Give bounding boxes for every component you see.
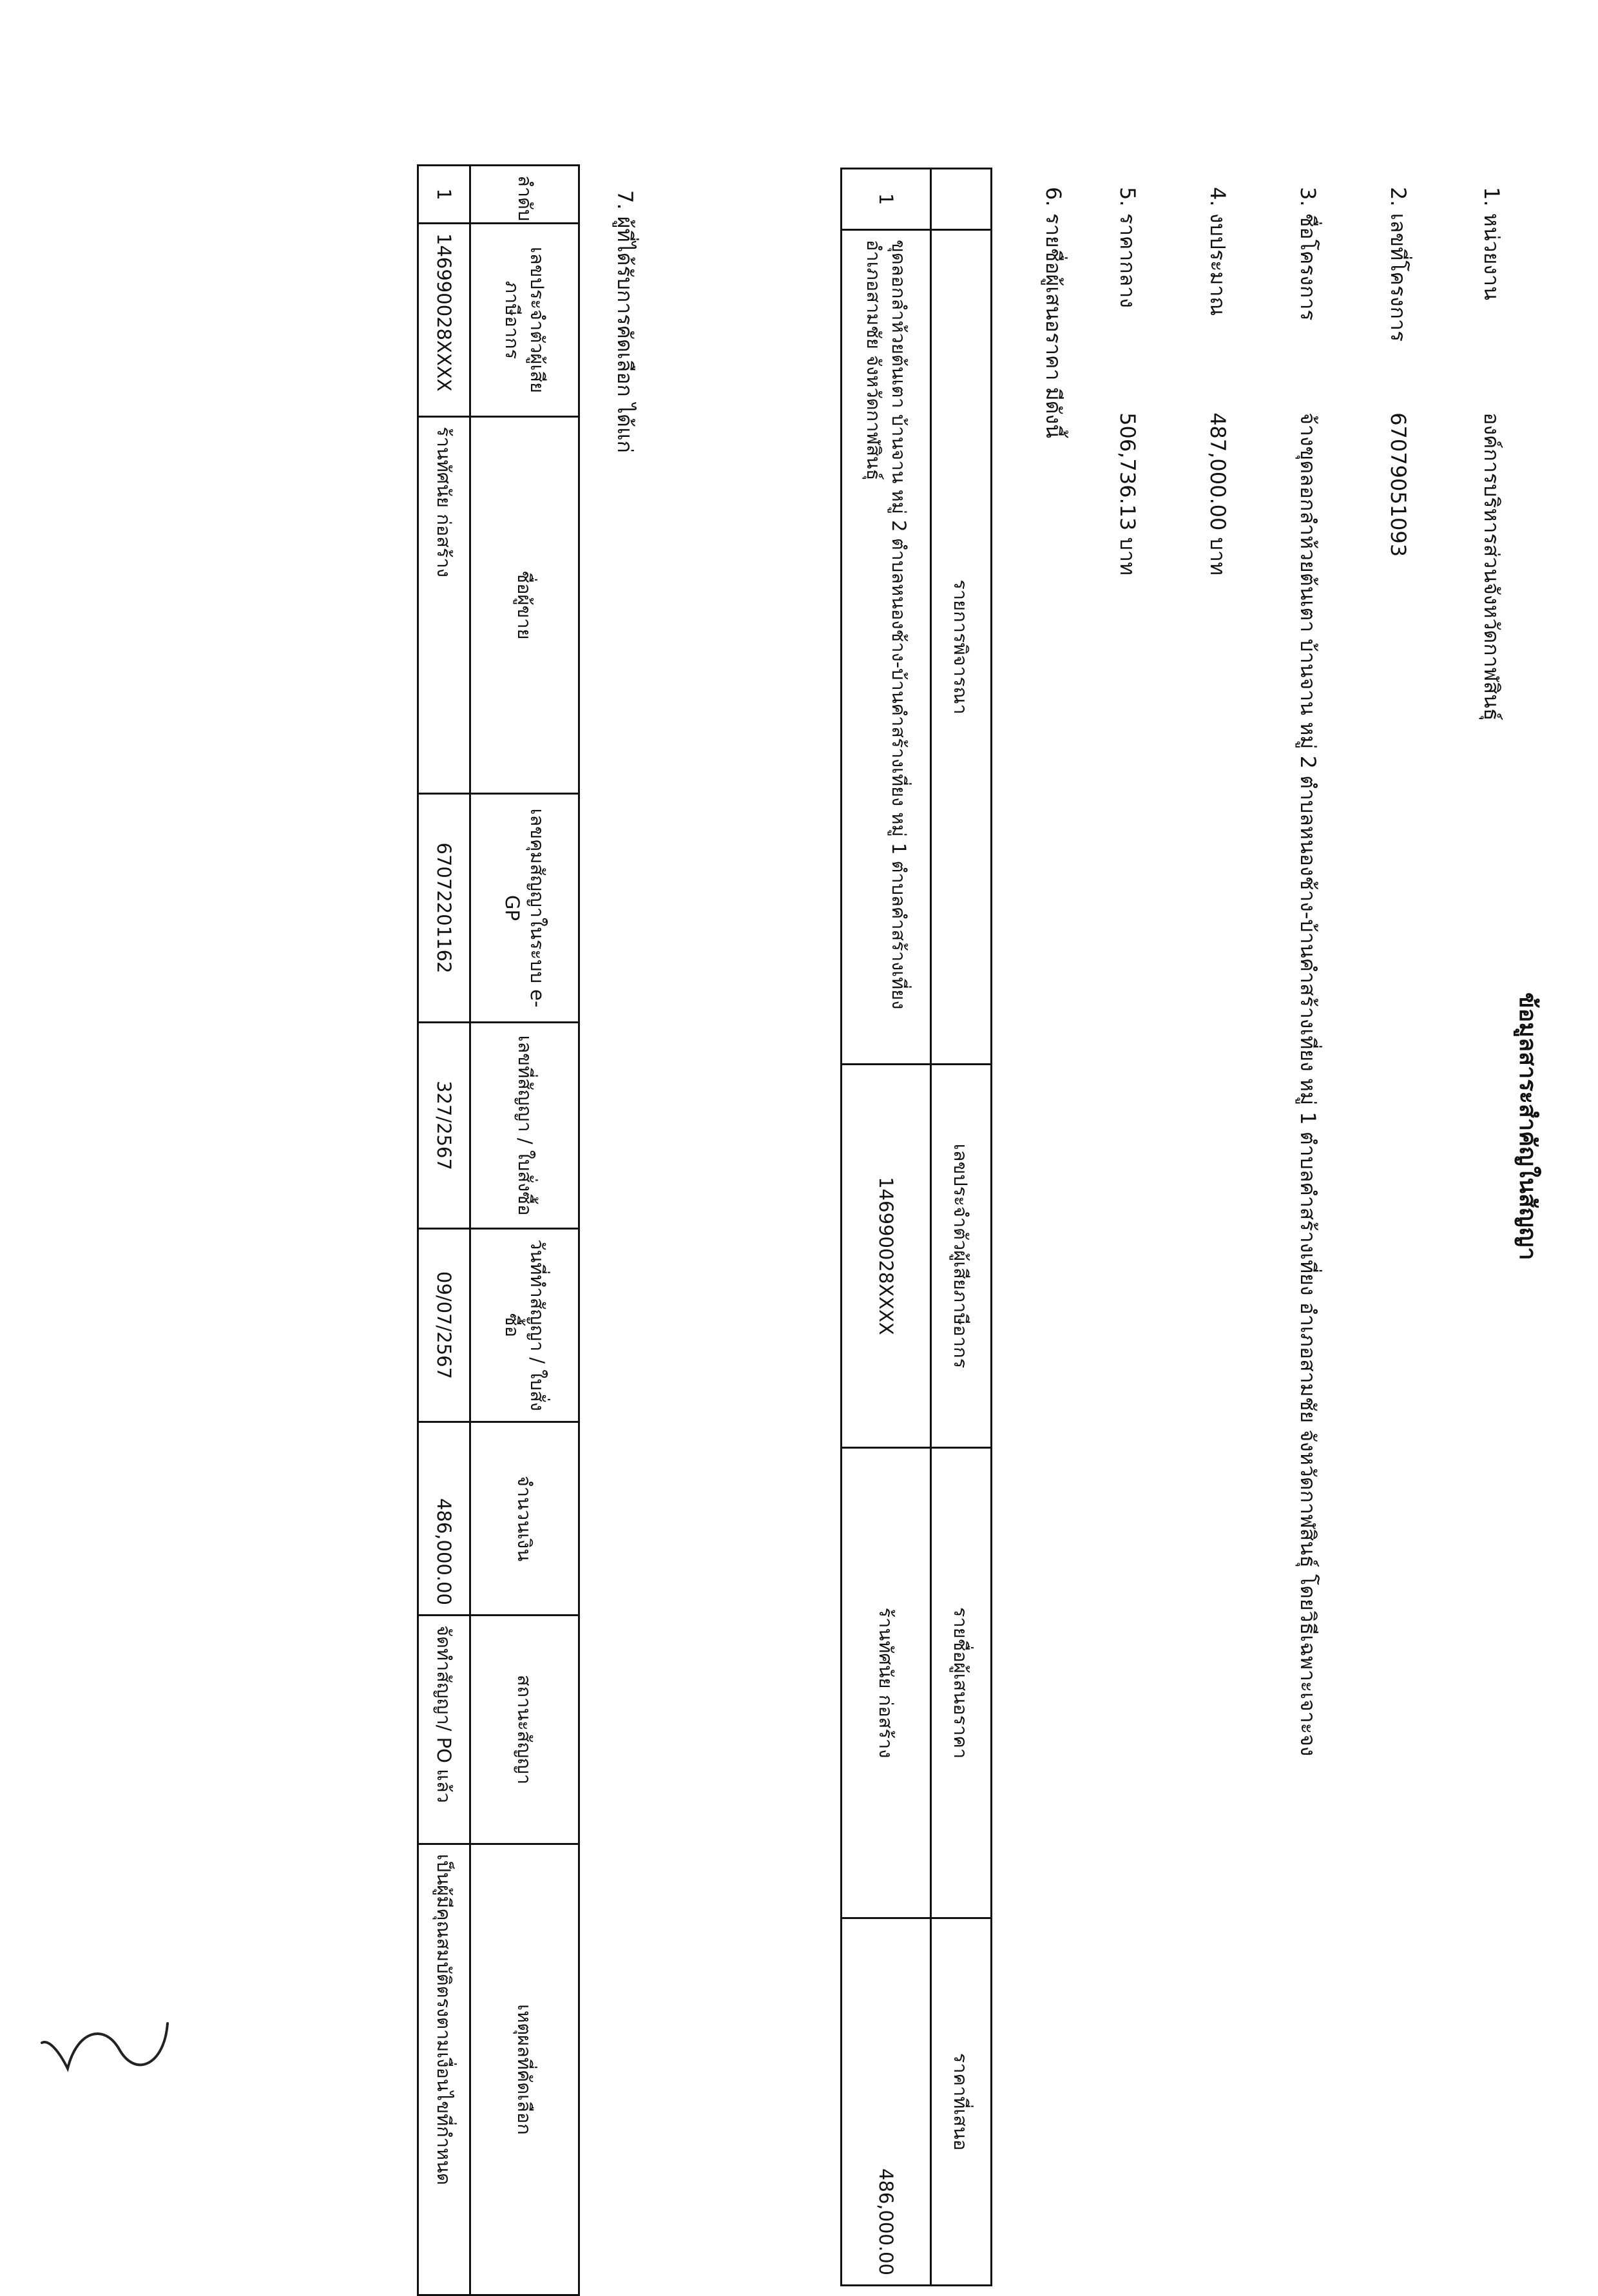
table-header-row [931, 169, 992, 2286]
info-label: 1. หน่วยงาน [1479, 187, 1504, 300]
table-cell: 146990028XXXX [842, 1065, 931, 1448]
table-header-cell: ชื่อผู้ขาย [470, 417, 579, 794]
info-row-bidders [1037, 187, 1070, 438]
info-row-project-number [1381, 187, 1414, 557]
table-header-cell: รายการพิจารณา [931, 230, 992, 1065]
info-row-agency [1475, 187, 1508, 720]
table-header-cell: สถานะสัญญา [470, 1616, 579, 1844]
selected-contractor-table [417, 164, 580, 2296]
table-cell: 486,000.00 [842, 1918, 931, 2286]
table-header-cell: เลขที่สัญญา / ใบสั่งซื้อ [470, 1023, 579, 1229]
table-header-cell: เลขประจำตัวผู้เสียภาษีอากร [931, 1065, 992, 1448]
info-label: 5. ราคากลาง [1115, 187, 1140, 308]
table-cell: ขุดลอกลำห้วยต้นเตา บ้านจาน หมู่ 2 ตำบลหนองช้าง-บ้านคำสร้างเที่ยง หมู่ 1 ตำบลคำสร้างเที่ยง อำเภอสามชัย จังหวัดกาฬสินธุ์ [842, 230, 931, 1065]
section-7-heading: 7. ผู้ที่ได้รับการคัดเลือก ได้แก่ [613, 190, 637, 453]
info-value: องค์การบริหารส่วนจังหวัดกาฬสินธุ์ [1479, 412, 1504, 721]
table-header-cell: วันที่ทำสัญญา / ใบสั่งซื้อ [470, 1229, 579, 1422]
table-cell: ร้านทัศนัย ก่อสร้าง [418, 417, 470, 794]
info-label: 4. งบประมาณ [1206, 187, 1230, 316]
table-header-cell: เลขคุมสัญญาในระบบ e-GP [470, 794, 579, 1023]
info-label: 3. ชื่อโครงการ [1296, 187, 1320, 321]
table-header-cell: เลขประจำตัวผู้เสียภาษีอากร [470, 224, 579, 417]
table-header-cell: เหตุผลที่คัดเลือก [470, 1844, 579, 2295]
table-cell: 67072201162 [418, 794, 470, 1023]
table-header-cell: รายชื่อผู้เสนอราคา [931, 1448, 992, 1918]
table-header-cell: ลำดับ [470, 166, 579, 224]
info-value: 67079051093 [1386, 412, 1410, 557]
table-row [418, 166, 470, 2295]
table-header-cell: ราคาที่เสนอ [931, 1918, 992, 2286]
table-header-row [470, 166, 579, 2295]
info-value: 487,000.00 บาท [1206, 412, 1230, 575]
info-value: 506,736.13 บาท [1115, 412, 1140, 575]
info-value: จ้างขุดลอกลำห้วยต้นเตา บ้านจาน หมู่ 2 ตำบลหนองช้าง-บ้านคำสร้างเที่ยง หมู่ 1 ตำบลคำสร้างเที่ยง อำเภอสามชัย จังหวัดกาฬสินธุ์ โดยวิธีเฉพาะเจาะจง [1296, 412, 1320, 1757]
info-row-median-price [1111, 187, 1144, 575]
info-label: 2. เลขที่โครงการ [1386, 187, 1410, 342]
table-cell: 327/2567 [418, 1023, 470, 1229]
table-cell: เป็นผู้มีคุณสมบัติตรงตามเงื่อนไขที่กำหนด [418, 1844, 470, 2295]
bidders-table [840, 168, 992, 2286]
table-row [842, 169, 931, 2286]
table-header-cell [931, 169, 992, 230]
info-label: 6. รายชื่อผู้เสนอราคา มีดังนี้ [1041, 187, 1066, 438]
table-cell: 1 [842, 169, 931, 230]
table-cell: 1 [418, 166, 470, 224]
table-cell: จัดทำสัญญา/ PO แล้ว [418, 1616, 470, 1844]
document-title: ข้อมูลสาระสำคัญในสัญญา [1514, 992, 1541, 1260]
table-cell: ร้านทัศนัย ก่อสร้าง [842, 1448, 931, 1918]
handwritten-initials [39, 2004, 180, 2094]
table-header-cell: จำนวนเงิน [470, 1422, 579, 1616]
table-cell: 146990028XXXX [418, 224, 470, 417]
info-row-project-name [1291, 187, 1324, 1756]
table-cell: 486,000.00 [418, 1422, 470, 1616]
info-row-budget [1201, 187, 1234, 575]
table-cell: 09/07/2567 [418, 1229, 470, 1422]
